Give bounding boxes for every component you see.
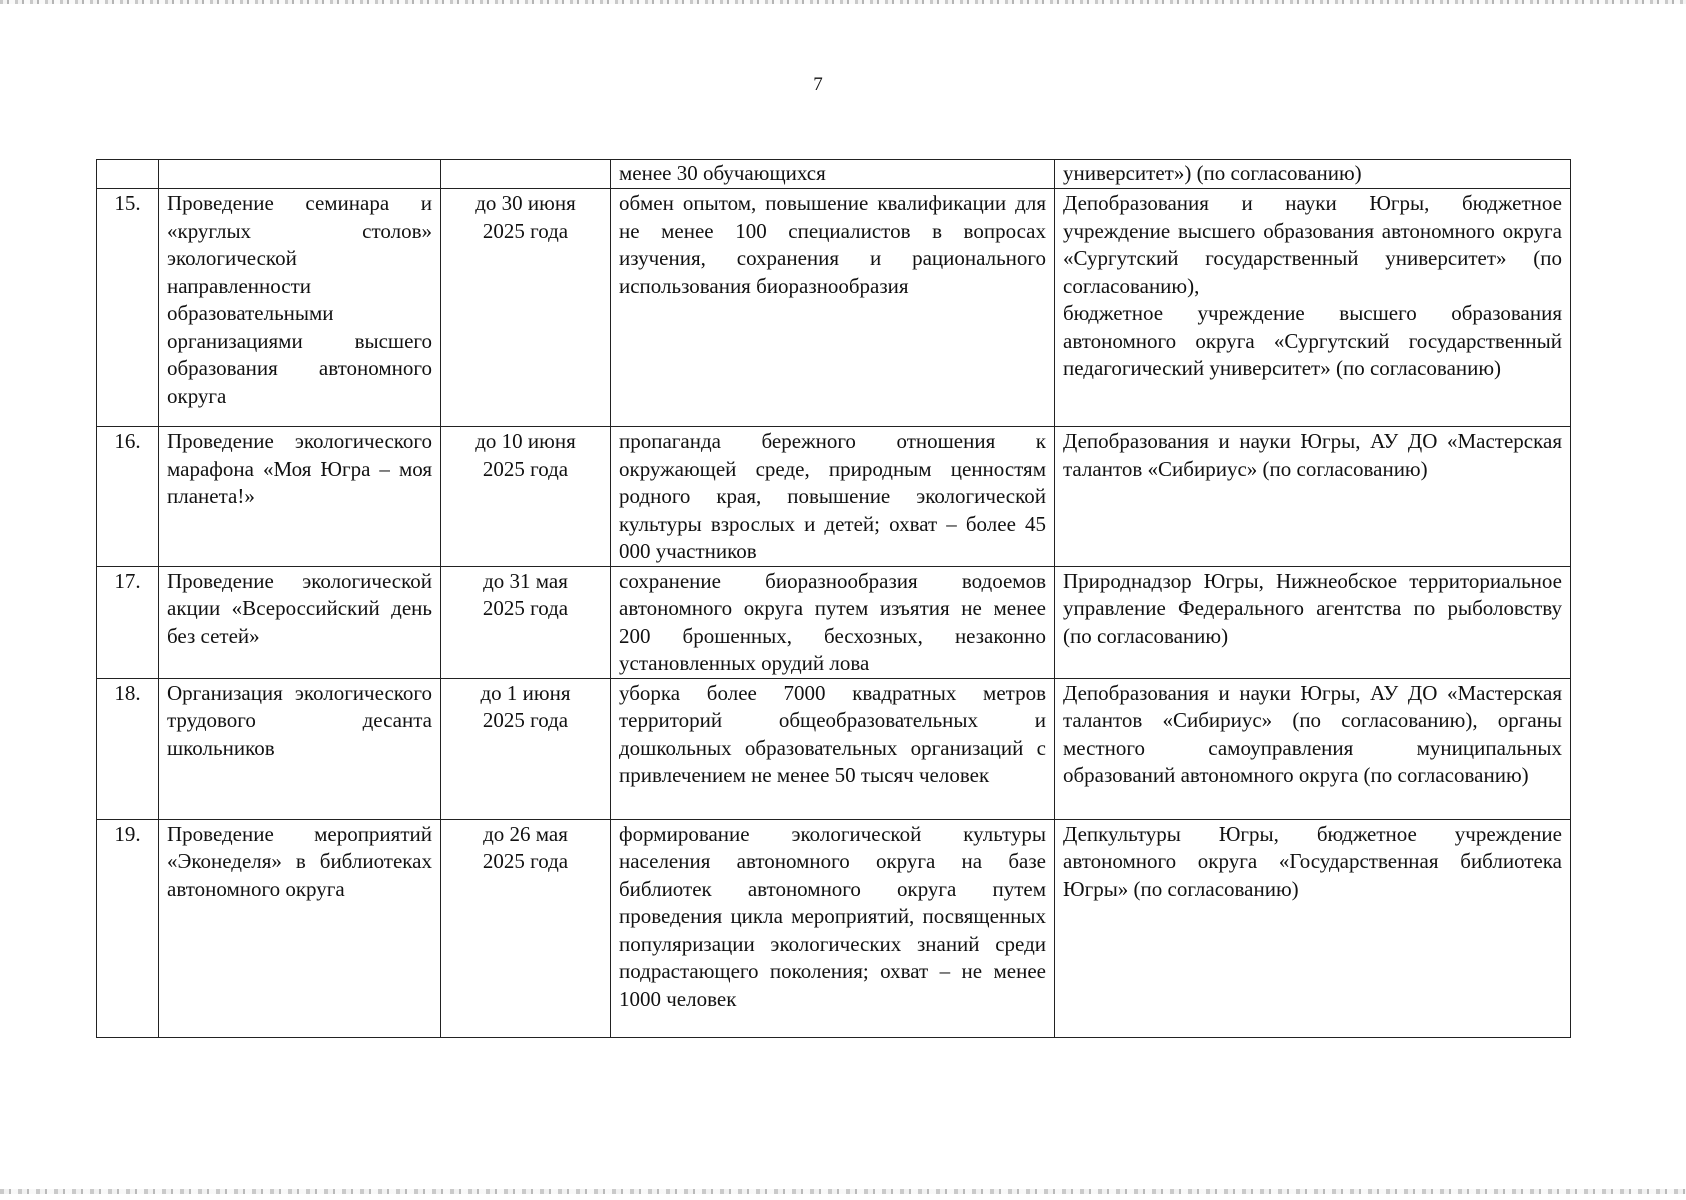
- cell-deadline: [441, 566, 611, 678]
- cell-result: обмен опытом, повышение квалификации для не менее 100 специалистов в вопросах изучения, сохранения и рационального использования биоразнообразия: [611, 189, 1055, 427]
- cell-number: 17.: [97, 566, 159, 678]
- deadline-year: 2025 года: [482, 708, 569, 732]
- cell-event: Проведение экологического марафона «Моя Югра – моя планета!»: [159, 427, 441, 567]
- cell-deadline: [441, 427, 611, 567]
- measures-table: [96, 159, 1571, 1038]
- cell-number: 19.: [97, 819, 159, 1037]
- cell-responsible: Депобразования и науки Югры, АУ ДО «Мастерская талантов «Сибириус» (по согласованию), органы местного самоуправления муниципальных образований автономного округа (по согласованию): [1055, 678, 1571, 819]
- deadline-year: 2025 года: [482, 218, 569, 243]
- cell-event: Проведение семинара и «круглых столов» экологической направленности образовательными организациями высшего образования автономного округа: [159, 189, 441, 427]
- page-number: 7: [813, 74, 823, 95]
- cell-deadline-empty: [441, 160, 611, 189]
- cell-event: Проведение экологической акции «Всероссийский день без сетей»: [159, 566, 441, 678]
- table-row-continuation: [97, 160, 1571, 189]
- cell-deadline: [441, 819, 611, 1037]
- responsible-part: Депобразования и науки Югры, бюджетное учреждение высшего образования автономного округа «Сургутский государственный университет» (по согласованию),: [1063, 191, 1562, 298]
- table-row: [97, 678, 1571, 819]
- deadline-date: до 30 июня: [475, 191, 576, 215]
- cell-responsible: университет») (по согласованию): [1055, 160, 1571, 189]
- deadline-date: до 1 июня: [480, 680, 571, 705]
- cell-deadline: [441, 678, 611, 819]
- table-row: [97, 566, 1571, 678]
- scan-edge-top: [0, 0, 1686, 4]
- responsible-part: бюджетное учреждение высшего образования автономного округа «Сургутский государственный педагогический университет» (по согласованию): [1063, 301, 1562, 380]
- cell-event: Проведение мероприятий «Эконеделя» в библиотеках автономного округа: [159, 819, 441, 1037]
- cell-number: 15.: [97, 189, 159, 427]
- cell-responsible: Депобразования и науки Югры, АУ ДО «Мастерская талантов «Сибириус» (по согласованию): [1055, 427, 1571, 567]
- cell-result: пропаганда бережного отношения к окружающей среде, природным ценностям родного края, повышение экологической культуры взрослых и детей; охват – более 45 000 участников: [611, 427, 1055, 567]
- cell-result: формирование экологической культуры населения автономного округа на базе библиотек автономного округа путем проведения цикла мероприятий, посвященных популяризации экологических знаний среди подрастающего поколения; охват – не менее 1000 человек: [611, 819, 1055, 1037]
- table-row: [97, 427, 1571, 567]
- scan-edge-bottom: [0, 1189, 1686, 1194]
- cell-number: 16.: [97, 427, 159, 567]
- cell-result: сохранение биоразнообразия водоемов автономного округа путем изъятия не менее 200 брошенных, бесхозных, незаконно установленных орудий лова: [611, 566, 1055, 678]
- cell-responsible: [1055, 189, 1571, 427]
- deadline-year: 2025 года: [482, 456, 569, 481]
- deadline-date: до 31 мая: [483, 568, 568, 593]
- deadline-year: 2025 года: [482, 849, 569, 873]
- cell-responsible: Депкультуры Югры, бюджетное учреждение автономного округа «Государственная библиотека Югры» (по согласованию): [1055, 819, 1571, 1037]
- cell-event-empty: [159, 160, 441, 189]
- table-row: [97, 819, 1571, 1037]
- cell-responsible: Природнадзор Югры, Нижнеобское территориальное управление Федерального агентства по рыболовству (по согласованию): [1055, 566, 1571, 678]
- table-row: [97, 189, 1571, 427]
- cell-result: уборка более 7000 квадратных метров территорий общеобразовательных и дошкольных образовательных организаций с привлечением не менее 50 тысяч человек: [611, 678, 1055, 819]
- cell-number-empty: [97, 160, 159, 189]
- deadline-year: 2025 года: [482, 596, 569, 620]
- deadline-date: до 26 мая: [483, 821, 568, 846]
- cell-result: менее 30 обучающихся: [611, 160, 1055, 189]
- cell-deadline: [441, 189, 611, 427]
- cell-event: Организация экологического трудового десанта школьников: [159, 678, 441, 819]
- cell-number: 18.: [97, 678, 159, 819]
- deadline-date: до 10 июня: [475, 429, 576, 453]
